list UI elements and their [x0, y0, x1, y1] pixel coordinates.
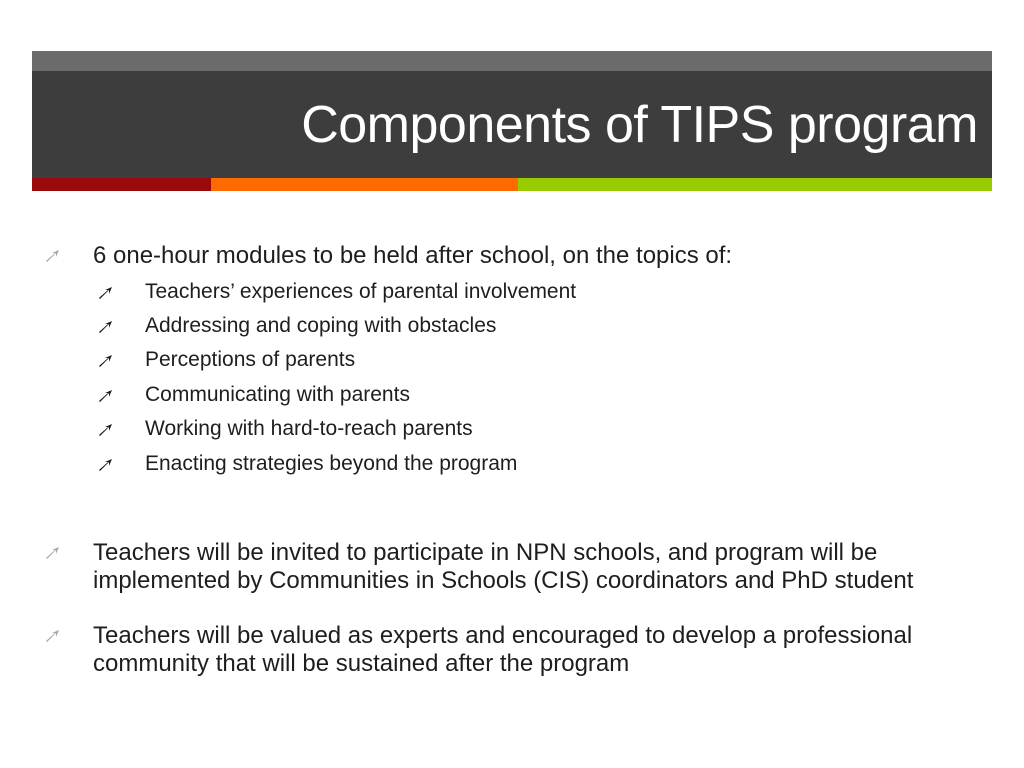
sub-bullet-item	[97, 280, 965, 304]
sub-bullet-text: Addressing and coping with obstacles	[145, 314, 497, 337]
sub-bullet-item	[97, 314, 965, 338]
bullet-valued	[44, 622, 983, 678]
bullet-text: Teachers will be valued as experts and encouraged to develop a professional community that will be sustained after the program	[93, 622, 913, 677]
arrow-up-right-icon	[44, 543, 62, 561]
bullet-text: 6 one-hour modules to be held after school, on the topics of:	[93, 242, 733, 269]
sub-bullet-text: Communicating with parents	[145, 383, 410, 406]
arrow-up-right-icon	[97, 317, 115, 335]
arrow-up-right-icon	[97, 351, 115, 369]
arrow-up-right-icon	[44, 626, 62, 644]
arrow-up-right-icon	[44, 246, 62, 264]
bullet-text: Teachers will be invited to participate in NPN schools, and program will be implemented by Communities in Schools (CIS) coordinators and PhD student	[93, 539, 914, 594]
arrow-up-right-icon	[97, 455, 115, 473]
sub-bullet-text: Enacting strategies beyond the program	[145, 452, 518, 475]
slide-title: Components of TIPS program	[301, 96, 978, 154]
sub-bullet-text: Perceptions of parents	[145, 348, 356, 371]
sub-bullet-text: Working with hard-to-reach parents	[145, 417, 473, 440]
sub-bullet-item	[97, 348, 965, 372]
arrow-up-right-icon	[97, 386, 115, 404]
bullet-modules	[44, 242, 983, 270]
arrow-up-right-icon	[97, 283, 115, 301]
sub-bullet-item	[97, 452, 965, 476]
bullet-invited	[44, 539, 983, 595]
arrow-up-right-icon	[97, 420, 115, 438]
sub-bullet-item	[97, 383, 965, 407]
sub-bullet-item	[97, 417, 965, 441]
sub-bullet-text: Teachers’ experiences of parental involvement	[145, 280, 577, 303]
